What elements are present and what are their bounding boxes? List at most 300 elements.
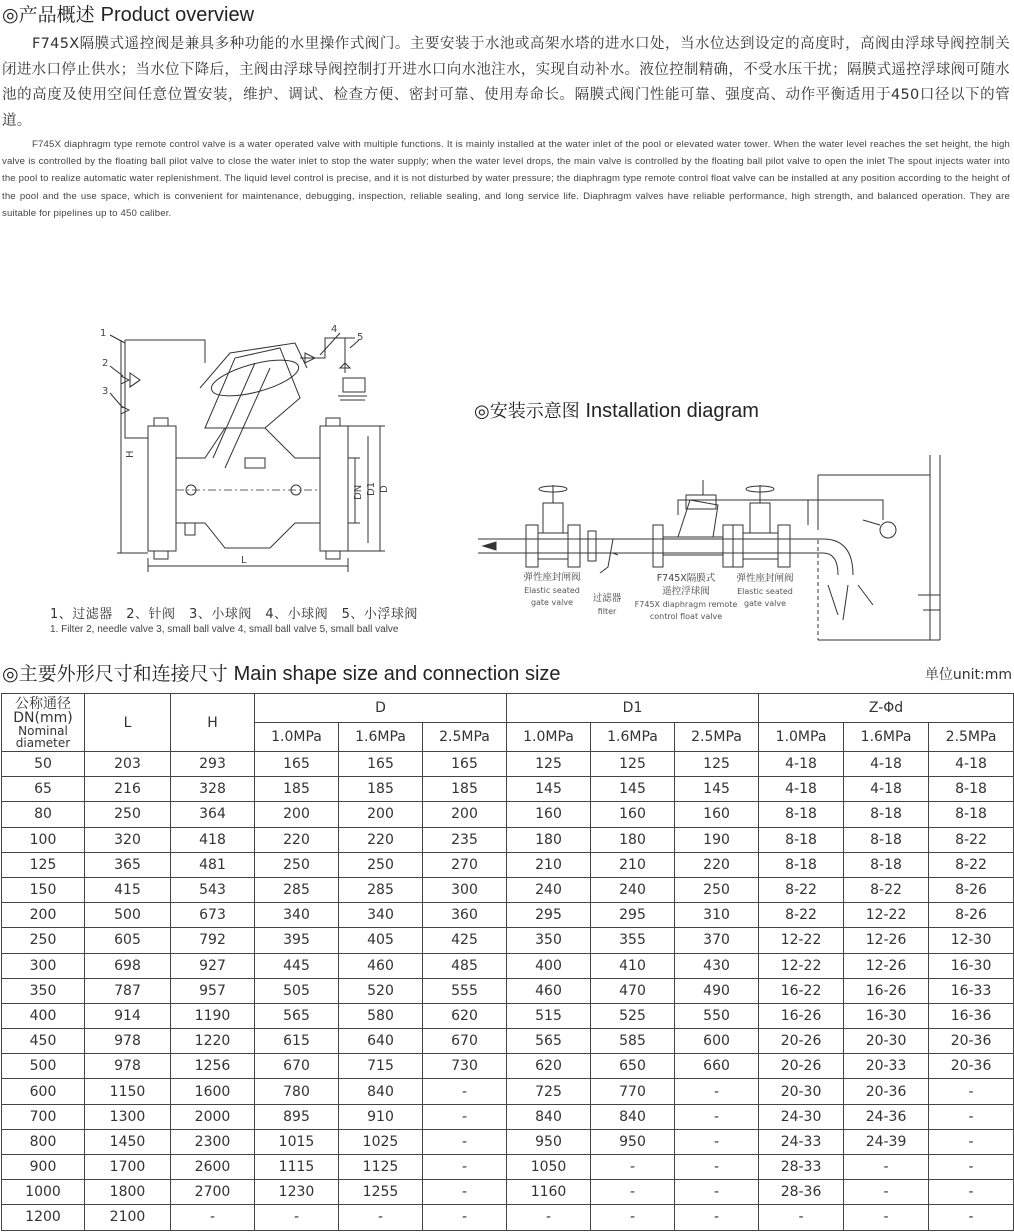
table-cell: 1255 — [339, 1180, 423, 1205]
table-cell: - — [844, 1205, 929, 1230]
table-cell: 165 — [339, 752, 423, 777]
table-cell: 780 — [255, 1079, 339, 1104]
table-cell: 16-36 — [929, 1003, 1014, 1028]
table-cell: 1220 — [171, 1029, 255, 1054]
table-cell: 20-33 — [844, 1054, 929, 1079]
table-cell: 165 — [423, 752, 507, 777]
overview-title — [2, 0, 254, 27]
table-cell: 8-18 — [759, 802, 844, 827]
table-cell: 8-18 — [929, 777, 1014, 802]
table-cell: 418 — [171, 827, 255, 852]
label-gate-valve-left — [523, 571, 580, 607]
table-cell: - — [675, 1205, 759, 1230]
table-cell: 840 — [591, 1104, 675, 1129]
table-cell: 20-30 — [844, 1029, 929, 1054]
table-cell: 203 — [85, 752, 171, 777]
header-pressure: 2.5MPa — [675, 723, 759, 752]
table-cell: 460 — [339, 953, 423, 978]
table-cell: 20-30 — [759, 1079, 844, 1104]
table-cell: 400 — [2, 1003, 85, 1028]
table-cell: 220 — [675, 852, 759, 877]
table-row — [2, 1180, 1014, 1205]
dim-d1-label: D1 — [366, 481, 377, 496]
table-cell: 914 — [85, 1003, 171, 1028]
table-cell: 1050 — [507, 1155, 591, 1180]
table-row — [2, 877, 1014, 902]
table-cell: 20-36 — [844, 1079, 929, 1104]
table-cell: 145 — [591, 777, 675, 802]
table-cell: 125 — [675, 752, 759, 777]
dim-d-label: D — [379, 485, 390, 493]
table-cell: - — [929, 1180, 1014, 1205]
table-cell: - — [759, 1205, 844, 1230]
table-cell: 240 — [507, 877, 591, 902]
table-cell: 555 — [423, 978, 507, 1003]
table-cell: 145 — [675, 777, 759, 802]
svg-text:Elastic seated: Elastic seated — [737, 587, 793, 596]
header-pressure: 1.6MPa — [591, 723, 675, 752]
table-cell: 660 — [675, 1054, 759, 1079]
table-cell: 216 — [85, 777, 171, 802]
svg-text:Elastic seated: Elastic seated — [524, 586, 580, 595]
header-pressure: 1.0MPa — [507, 723, 591, 752]
table-cell: 1190 — [171, 1003, 255, 1028]
table-cell: 565 — [255, 1003, 339, 1028]
table-cell: 650 — [591, 1054, 675, 1079]
table-cell: 12-30 — [929, 928, 1014, 953]
table-cell: 328 — [171, 777, 255, 802]
table-cell: 250 — [2, 928, 85, 953]
table-cell: - — [171, 1205, 255, 1230]
table-row — [2, 953, 1014, 978]
table-cell: 150 — [2, 877, 85, 902]
drawing-caption-en: 1. Filter 2, needle valve 3, small ball valve 4, small ball valve 5, small ball valve — [50, 624, 399, 635]
table-cell: 615 — [255, 1029, 339, 1054]
table-cell: 8-18 — [759, 852, 844, 877]
table-cell: 400 — [507, 953, 591, 978]
table-cell: 1015 — [255, 1129, 339, 1154]
table-cell: 185 — [339, 777, 423, 802]
table-cell: 28-33 — [759, 1155, 844, 1180]
table-cell: 550 — [675, 1003, 759, 1028]
svg-text:弹性座封闸阀: 弹性座封闸阀 — [736, 573, 794, 584]
label-filter — [593, 592, 622, 616]
table-cell: 800 — [2, 1129, 85, 1154]
table-cell: 20-36 — [929, 1054, 1014, 1079]
svg-text:control float valve: control float valve — [649, 612, 723, 621]
table-cell: 360 — [423, 903, 507, 928]
table-cell: 370 — [675, 928, 759, 953]
table-cell: 787 — [85, 978, 171, 1003]
table-cell: 520 — [339, 978, 423, 1003]
table-cell: 250 — [85, 802, 171, 827]
table-cell: 1160 — [507, 1180, 591, 1205]
table-cell: 250 — [339, 852, 423, 877]
table-cell: 978 — [85, 1029, 171, 1054]
table-row — [2, 1104, 1014, 1129]
valve-technical-drawing — [95, 318, 405, 580]
installation-diagram — [478, 455, 1014, 645]
table-cell: 24-36 — [844, 1104, 929, 1129]
table-cell: 605 — [85, 928, 171, 953]
table-cell: 895 — [255, 1104, 339, 1129]
table-cell: - — [675, 1129, 759, 1154]
table-cell: - — [675, 1155, 759, 1180]
table-row — [2, 1054, 1014, 1079]
table-cell: 770 — [591, 1079, 675, 1104]
table-cell: 8-18 — [844, 827, 929, 852]
table-cell: 8-26 — [929, 877, 1014, 902]
table-cell: 12-26 — [844, 928, 929, 953]
table-cell: 200 — [2, 903, 85, 928]
table-cell: 673 — [171, 903, 255, 928]
table-cell: 50 — [2, 752, 85, 777]
table-cell: 2000 — [171, 1104, 255, 1129]
table-cell: 515 — [507, 1003, 591, 1028]
table-row — [2, 928, 1014, 953]
table-cell: - — [844, 1155, 929, 1180]
table-cell: 4-18 — [759, 777, 844, 802]
table-cell: 100 — [2, 827, 85, 852]
table-cell: 1025 — [339, 1129, 423, 1154]
table-cell: - — [675, 1180, 759, 1205]
table-cell: 1600 — [171, 1079, 255, 1104]
table-cell: 1450 — [85, 1129, 171, 1154]
table-cell: 8-18 — [844, 852, 929, 877]
svg-text:过滤器: 过滤器 — [592, 593, 622, 604]
table-cell: - — [591, 1205, 675, 1230]
table-cell: - — [929, 1205, 1014, 1230]
table-cell: 200 — [423, 802, 507, 827]
table-cell: 505 — [255, 978, 339, 1003]
table-row — [2, 978, 1014, 1003]
table-row — [2, 1079, 1014, 1104]
table-cell: 16-26 — [759, 1003, 844, 1028]
table-cell: 957 — [171, 978, 255, 1003]
drawing-number-2: 2 — [102, 358, 109, 369]
table-cell: 950 — [591, 1129, 675, 1154]
table-cell: 425 — [423, 928, 507, 953]
table-cell: 525 — [591, 1003, 675, 1028]
table-cell: 160 — [591, 802, 675, 827]
table-cell: 4-18 — [759, 752, 844, 777]
table-cell: 481 — [171, 852, 255, 877]
header-pressure: 1.6MPa — [844, 723, 929, 752]
header-pressure: 2.5MPa — [423, 723, 507, 752]
table-cell: - — [591, 1155, 675, 1180]
table-cell: 220 — [255, 827, 339, 852]
table-cell: 410 — [591, 953, 675, 978]
table-row — [2, 827, 1014, 852]
sizes-title-zh: ◎主要外形尺寸和连接尺寸 — [2, 663, 228, 685]
table-cell: 543 — [171, 877, 255, 902]
label-gate-valve-right — [736, 572, 793, 608]
table-cell: 725 — [507, 1079, 591, 1104]
table-cell: 500 — [85, 903, 171, 928]
table-cell: 8-18 — [759, 827, 844, 852]
table-cell: 200 — [255, 802, 339, 827]
table-cell: - — [423, 1155, 507, 1180]
table-cell: - — [507, 1205, 591, 1230]
header-d: D — [255, 694, 507, 723]
unit-label: 单位unit:mm — [924, 667, 1012, 683]
table-cell: 16-30 — [929, 953, 1014, 978]
table-cell: - — [423, 1079, 507, 1104]
svg-text:弹性座封闸阀: 弹性座封闸阀 — [523, 572, 581, 583]
table-cell: 145 — [507, 777, 591, 802]
table-cell: 978 — [85, 1054, 171, 1079]
table-cell: 8-22 — [929, 827, 1014, 852]
table-cell: 185 — [255, 777, 339, 802]
table-cell: 285 — [339, 877, 423, 902]
table-cell: 1200 — [2, 1205, 85, 1230]
table-header-row-1 — [2, 694, 1014, 723]
table-cell: 310 — [675, 903, 759, 928]
table-cell: 20-36 — [929, 1029, 1014, 1054]
table-cell: 364 — [171, 802, 255, 827]
table-cell: 600 — [675, 1029, 759, 1054]
header-pressure: 2.5MPa — [929, 723, 1014, 752]
table-cell: - — [929, 1129, 1014, 1154]
table-cell: 220 — [339, 827, 423, 852]
table-cell: 16-22 — [759, 978, 844, 1003]
table-cell: 24-39 — [844, 1129, 929, 1154]
table-cell: 125 — [507, 752, 591, 777]
table-cell: 8-18 — [844, 802, 929, 827]
svg-text:遥控浮球阀: 遥控浮球阀 — [662, 586, 710, 597]
dim-l-label: L — [241, 555, 247, 566]
table-cell: 580 — [339, 1003, 423, 1028]
table-cell: 450 — [2, 1029, 85, 1054]
table-cell: 585 — [591, 1029, 675, 1054]
table-row — [2, 802, 1014, 827]
table-cell: - — [591, 1180, 675, 1205]
table-cell: 80 — [2, 802, 85, 827]
table-cell: 235 — [423, 827, 507, 852]
table-cell: 16-33 — [929, 978, 1014, 1003]
svg-text:filter: filter — [597, 607, 617, 616]
table-cell: 1125 — [339, 1155, 423, 1180]
table-cell: 395 — [255, 928, 339, 953]
header-l: L — [85, 694, 171, 752]
table-cell: 900 — [2, 1155, 85, 1180]
table-cell: 950 — [507, 1129, 591, 1154]
table-row — [2, 1205, 1014, 1230]
table-cell: 28-36 — [759, 1180, 844, 1205]
table-cell: 165 — [255, 752, 339, 777]
svg-text:F745X diaphragm remote: F745X diaphragm remote — [634, 600, 738, 609]
table-cell: 8-22 — [759, 903, 844, 928]
table-cell: 792 — [171, 928, 255, 953]
table-cell: 500 — [2, 1054, 85, 1079]
table-cell: 8-18 — [929, 802, 1014, 827]
table-cell: 295 — [507, 903, 591, 928]
table-cell: 250 — [675, 877, 759, 902]
installation-title — [474, 397, 759, 423]
table-cell: 210 — [591, 852, 675, 877]
installation-title-zh: ◎安装示意图 — [474, 401, 580, 422]
table-cell: 485 — [423, 953, 507, 978]
svg-text:gate valve: gate valve — [530, 598, 574, 607]
table-cell: 8-22 — [759, 877, 844, 902]
table-cell: - — [675, 1104, 759, 1129]
table-cell: 490 — [675, 978, 759, 1003]
table-cell: 16-30 — [844, 1003, 929, 1028]
table-cell: 210 — [507, 852, 591, 877]
table-cell: 65 — [2, 777, 85, 802]
sizes-title — [2, 659, 561, 686]
table-cell: 600 — [2, 1079, 85, 1104]
table-cell: 620 — [507, 1054, 591, 1079]
table-cell: 1115 — [255, 1155, 339, 1180]
table-cell: 4-18 — [844, 752, 929, 777]
dim-dn-label: DN — [353, 484, 364, 500]
drawing-number-4: 4 — [331, 324, 338, 335]
table-row — [2, 1155, 1014, 1180]
table-cell: - — [675, 1079, 759, 1104]
table-cell: 125 — [591, 752, 675, 777]
svg-text:F745X隔膜式: F745X隔膜式 — [656, 573, 716, 584]
table-body — [2, 752, 1014, 1231]
table-cell: 640 — [339, 1029, 423, 1054]
table-cell: 340 — [255, 903, 339, 928]
header-dn: 公称通径 DN(mm) Nominal diameter — [2, 694, 85, 752]
table-cell: 1000 — [2, 1180, 85, 1205]
table-cell: - — [844, 1180, 929, 1205]
header-d1: D1 — [507, 694, 759, 723]
table-cell: - — [423, 1129, 507, 1154]
table-cell: 20-26 — [759, 1054, 844, 1079]
overview-title-zh: ◎产品概述 — [2, 4, 95, 26]
table-cell: 270 — [423, 852, 507, 877]
drawing-caption-zh: 1、过滤器 2、针阀 3、小球阀 4、小球阀 5、小浮球阀 — [50, 607, 418, 622]
table-cell: 670 — [423, 1029, 507, 1054]
table-cell: 350 — [507, 928, 591, 953]
table-cell: 2600 — [171, 1155, 255, 1180]
table-cell: 715 — [339, 1054, 423, 1079]
table-cell: - — [929, 1155, 1014, 1180]
dim-h-label: H — [125, 450, 136, 458]
table-cell: 430 — [675, 953, 759, 978]
table-cell: 565 — [507, 1029, 591, 1054]
size-table — [1, 693, 1014, 1231]
table-cell: - — [423, 1205, 507, 1230]
table-cell: - — [339, 1205, 423, 1230]
table-cell: 460 — [507, 978, 591, 1003]
table-cell: - — [929, 1079, 1014, 1104]
table-cell: - — [423, 1180, 507, 1205]
table-cell: 350 — [2, 978, 85, 1003]
table-cell: - — [929, 1104, 1014, 1129]
header-h: H — [171, 694, 255, 752]
table-row — [2, 777, 1014, 802]
table-cell: 12-26 — [844, 953, 929, 978]
table-cell: 125 — [2, 852, 85, 877]
table-cell: 1150 — [85, 1079, 171, 1104]
drawing-number-3: 3 — [102, 386, 109, 397]
table-cell: 730 — [423, 1054, 507, 1079]
table-row — [2, 903, 1014, 928]
table-cell: 365 — [85, 852, 171, 877]
overview-title-en: Product overview — [100, 4, 255, 26]
table-cell: 2700 — [171, 1180, 255, 1205]
table-row — [2, 1129, 1014, 1154]
table-cell: 12-22 — [759, 928, 844, 953]
overview-paragraph-zh: F745X隔膜式遥控阀是兼具多种功能的水里操作式阀门。主要安装于水池或高架水塔的进水口处，当水位达到设定的高度时，高阀由浮球导阀控制关闭进水口停止供水；当水位下降后，主阀由浮球导阀控制打开进水口向水池注水，实现自动补水。液位控制精确，不受水压干扰；隔膜式遥控浮球阀可随水池的高度及使用空间任意位置安装，维护、调试、检查方便、密封可靠、使用寿命长。隔膜式阀门性能可靠、强度高、动作平衡适用于450口径以下的管道。 — [2, 36, 1010, 129]
table-cell: 320 — [85, 827, 171, 852]
header-pressure: 1.0MPa — [255, 723, 339, 752]
table-cell: 445 — [255, 953, 339, 978]
table-cell: 700 — [2, 1104, 85, 1129]
table-cell: 240 — [591, 877, 675, 902]
table-cell: 250 — [255, 852, 339, 877]
drawing-number-1: 1 — [100, 328, 107, 339]
table-cell: 8-22 — [844, 877, 929, 902]
table-cell: 293 — [171, 752, 255, 777]
table-cell: 285 — [255, 877, 339, 902]
table-cell: 20-26 — [759, 1029, 844, 1054]
table-cell: 12-22 — [844, 903, 929, 928]
table-cell: 8-22 — [929, 852, 1014, 877]
table-cell: 910 — [339, 1104, 423, 1129]
table-cell: 190 — [675, 827, 759, 852]
table-cell: 24-30 — [759, 1104, 844, 1129]
table-cell: 927 — [171, 953, 255, 978]
table-cell: 355 — [591, 928, 675, 953]
table-cell: 698 — [85, 953, 171, 978]
table-cell: 1256 — [171, 1054, 255, 1079]
table-cell: 2100 — [85, 1205, 171, 1230]
table-cell: 185 — [423, 777, 507, 802]
header-z: Z-Φd — [759, 694, 1014, 723]
drawing-number-5: 5 — [357, 332, 364, 343]
table-row — [2, 1029, 1014, 1054]
table-cell: 470 — [591, 978, 675, 1003]
overview-paragraph-en: F745X diaphragm type remote control valve is a water operated valve with multiple functions. It is mainly installed at the water inlet of the pool or elevated water tower. When the water level reaches the set height, the high valve is controlled by the floating ball pilot valve to close the water inlet to stop the water supply; when the water level drops, the main valve is controlled by the floating ball pilot valve to open the inlet The spout injects water into the pool to realize automatic water replenishment. The liquid level control is precise, and it is not disturbed by water pressure; the diaphragm type remote control float valve can be installed at any position according to the height of the pool and the use space, which is convenient for maintenance, debugging, inspection, reliable sealing, and long service life. Diaphragm valves have reliable performance, high strength, and balanced operation. They are suitable for pipelines up to 450 caliber. — [2, 139, 1010, 219]
table-cell: 4-18 — [929, 752, 1014, 777]
table-cell: 4-18 — [844, 777, 929, 802]
table-cell: 840 — [507, 1104, 591, 1129]
table-cell: 160 — [675, 802, 759, 827]
table-cell: 340 — [339, 903, 423, 928]
table-cell: 12-22 — [759, 953, 844, 978]
table-cell: 1230 — [255, 1180, 339, 1205]
table-cell: 160 — [507, 802, 591, 827]
table-cell: 415 — [85, 877, 171, 902]
table-cell: 200 — [339, 802, 423, 827]
table-cell: 24-33 — [759, 1129, 844, 1154]
table-row — [2, 752, 1014, 777]
table-cell: 8-26 — [929, 903, 1014, 928]
table-row — [2, 852, 1014, 877]
header-pressure: 1.0MPa — [759, 723, 844, 752]
sizes-title-en: Main shape size and connection size — [233, 663, 561, 685]
label-main-valve — [635, 572, 738, 621]
table-cell: 295 — [591, 903, 675, 928]
table-cell: 1300 — [85, 1104, 171, 1129]
table-cell: 2300 — [171, 1129, 255, 1154]
table-cell: 1700 — [85, 1155, 171, 1180]
header-pressure: 1.6MPa — [339, 723, 423, 752]
table-cell: - — [255, 1205, 339, 1230]
table-cell: 180 — [507, 827, 591, 852]
table-cell: 840 — [339, 1079, 423, 1104]
table-cell: 620 — [423, 1003, 507, 1028]
table-cell: 16-26 — [844, 978, 929, 1003]
table-cell: 670 — [255, 1054, 339, 1079]
table-row — [2, 1003, 1014, 1028]
installation-title-en: Installation diagram — [585, 400, 759, 422]
